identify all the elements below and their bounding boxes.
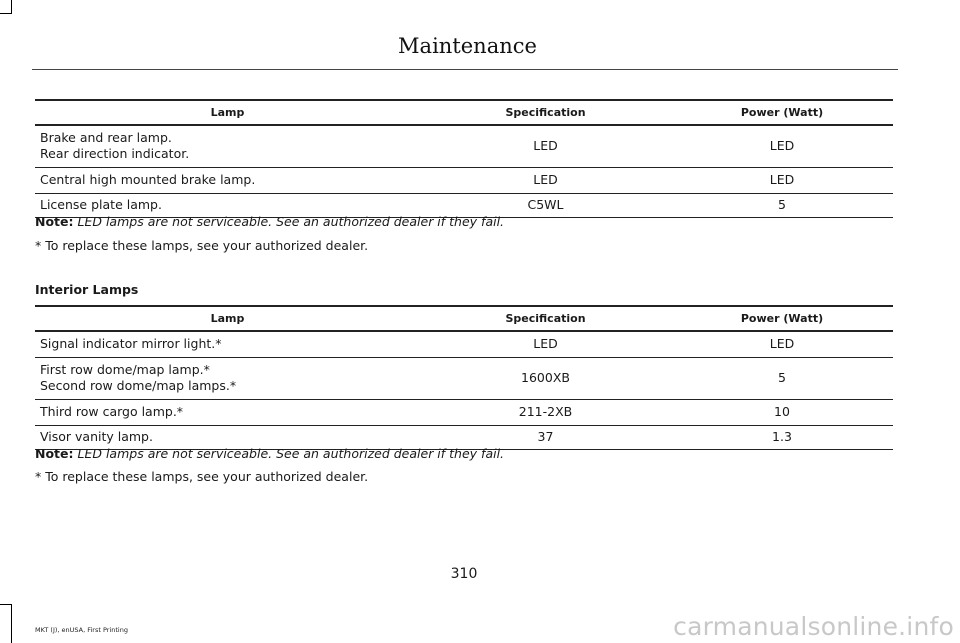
note-led-exterior xyxy=(35,214,504,229)
note-label: Note: xyxy=(35,446,74,461)
specification-cell: LED xyxy=(420,331,671,357)
lamp-name: Signal indicator mirror light.* xyxy=(40,336,222,352)
specification-cell: 211-2XB xyxy=(420,399,671,425)
lamp-cell xyxy=(35,357,420,399)
table-row xyxy=(35,331,893,357)
column-header-power: Power (Watt) xyxy=(671,100,893,125)
column-header-specification: Specification xyxy=(420,306,671,331)
lamp-name: First row dome/map lamp.* xyxy=(40,362,210,377)
power-cell: LED xyxy=(671,331,893,357)
lamp-name: Brake and rear lamp. xyxy=(40,130,172,146)
table-header-row xyxy=(35,306,893,331)
watermark: carmanualsonline.info xyxy=(673,612,954,641)
power-cell: 5 xyxy=(671,193,893,217)
table-row xyxy=(35,399,893,425)
print-footer: MKT (J), enUSA, First Printing xyxy=(35,626,128,634)
footnote-replace-exterior: * To replace these lamps, see your authorized dealer. xyxy=(35,238,369,253)
lamp-cell xyxy=(35,125,420,167)
specification-cell: 37 xyxy=(420,425,671,449)
power-cell: 10 xyxy=(671,399,893,425)
lamp-name: License plate lamp. xyxy=(40,197,162,212)
lamp-name: Third row cargo lamp.* xyxy=(40,404,184,419)
column-header-lamp: Lamp xyxy=(35,306,420,331)
table-row xyxy=(35,125,893,167)
note-text: LED lamps are not serviceable. See an authorized dealer if they fail. xyxy=(77,214,505,229)
footnote-replace-interior: * To replace these lamps, see your authorized dealer. xyxy=(35,469,369,484)
column-header-specification: Specification xyxy=(420,100,671,125)
column-header-lamp: Lamp xyxy=(35,100,420,125)
crop-mark-bottom-left-vertical xyxy=(11,604,12,643)
lamp-cell xyxy=(35,399,420,425)
note-label: Note: xyxy=(35,214,74,229)
lamp-cell xyxy=(35,167,420,193)
header-divider xyxy=(32,69,898,70)
lamp-name: Visor vanity lamp. xyxy=(40,429,153,444)
note-text: LED lamps are not serviceable. See an authorized dealer if they fail. xyxy=(77,446,505,461)
specification-cell: 1600XB xyxy=(420,357,671,399)
power-cell: 5 xyxy=(671,357,893,399)
exterior-lamps-table xyxy=(35,99,893,218)
lamp-name: Central high mounted brake lamp. xyxy=(40,172,256,187)
crop-mark-top-left-vertical xyxy=(11,0,12,14)
table-row xyxy=(35,357,893,399)
crop-mark-bottom-left-horizontal xyxy=(0,604,12,605)
column-header-power: Power (Watt) xyxy=(671,306,893,331)
specification-cell: LED xyxy=(420,167,671,193)
page-number: 310 xyxy=(450,566,478,582)
interior-lamps-table xyxy=(35,305,893,450)
table-header-row xyxy=(35,100,893,125)
power-cell: 1.3 xyxy=(671,425,893,449)
section-heading-interior-lamps: Interior Lamps xyxy=(35,282,139,297)
table-row xyxy=(35,167,893,193)
lamp-name: Second row dome/map lamps.* xyxy=(40,378,237,393)
lamp-name: Rear direction indicator. xyxy=(40,146,190,162)
specification-cell: LED xyxy=(420,125,671,167)
page-title: Maintenance xyxy=(398,34,537,58)
crop-mark-top-left-horizontal xyxy=(0,13,12,14)
specification-cell: C5WL xyxy=(420,193,671,217)
note-led-interior xyxy=(35,446,504,461)
power-cell: LED xyxy=(671,167,893,193)
lamp-cell xyxy=(35,331,420,357)
power-cell: LED xyxy=(671,125,893,167)
